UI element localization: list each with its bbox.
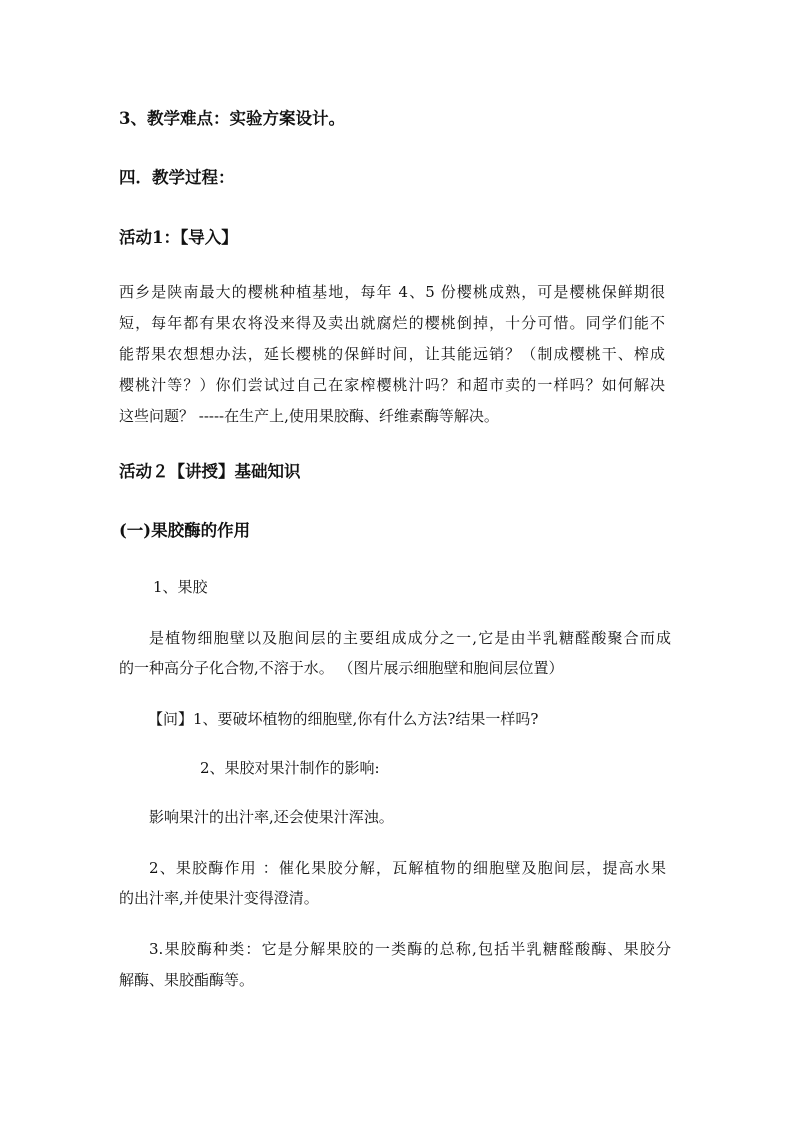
pectin-effect-item: 2、果胶对果汁制作的影响: [200,759,380,777]
pectinase-types-line-2: 解酶、果胶酯酶等。 [119,971,255,989]
activity1-line-5: 这些问题？ -----在生产上,使用果胶酶、纤维素酶等解决。 [119,407,499,425]
activity1-line-2: 短，每年都有果农将没来得及卖出就腐烂的樱桃倒掉，十分可惜。同学们能不 [119,314,665,332]
pectin-effect-text: 影响果汁的出汁率,还会使果汁浑浊。 [149,808,394,826]
activity1-line-3: 能帮果农想想办法，延长樱桃的保鲜时间，让其能远销？（制成樱桃干、榨成 [119,345,665,363]
activity1-line-1: 西乡是陕南最大的樱桃种植基地，每年 4、5 份樱桃成熟，可是樱桃保鲜期很 [119,283,665,301]
pectin-line-2: 的一种高分子化合物,不溶于水。 （图片展示细胞壁和胞间层位置） [119,659,564,677]
pectin-item: 1、果胶 [153,578,208,596]
activity1-line-4: 樱桃汁等？）你们尝试过自己在家榨樱桃汁吗？和超市卖的一样吗？如何解决 [119,376,665,394]
pectinase-types-line-1: 3.果胶酶种类：它是分解果胶的一类酶的总称,包括半乳糖醛酸酶、果胶分 [149,940,671,958]
pectinase-function-line-2: 的出汁率,并使果汁变得澄清。 [119,889,319,907]
pectinase-section-heading: (一)果胶酶的作用 [119,521,251,540]
teaching-process-heading: 四．教学过程： [119,168,235,187]
pectin-line-1: 是植物细胞壁以及胞间层的主要组成成分之一,它是由半乳糖醛酸聚合而成 [149,629,671,647]
pectinase-function-line-1: 2、果胶酶作用 ：催化果胶分解，瓦解植物的细胞壁及胞间层，提高水果 [149,859,666,877]
teaching-difficulty: 3、教学难点：实验方案设计。 [119,109,345,128]
activity1-heading: 活动1：【导入】 [119,228,238,247]
question-line: 【问】1、要破坏植物的细胞壁,你有什么方法?结果一样吗? [148,710,539,728]
activity2-heading: 活动２【讲授】基础知识 [119,462,301,481]
